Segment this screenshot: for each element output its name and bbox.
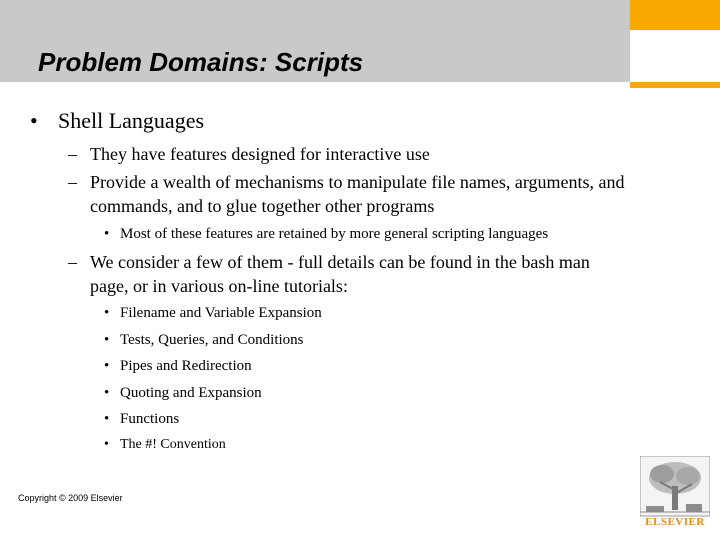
copyright-notice: Copyright © 2009 Elsevier xyxy=(18,493,123,503)
bullet-marker: • xyxy=(104,305,110,321)
slide-title: Problem Domains: Scripts xyxy=(38,47,364,77)
dash-marker: – xyxy=(68,252,77,272)
bullet-marker: • xyxy=(104,385,110,401)
bullet-marker: • xyxy=(104,437,109,452)
bullet-retained-features: Most of these features are retained by more general scripting languages xyxy=(120,226,549,242)
list-item: Quoting and Expansion xyxy=(120,385,262,401)
dash-marker: – xyxy=(68,144,77,164)
bullet-shell-languages: Shell Languages xyxy=(58,108,205,133)
elsevier-wordmark: ELSEVIER xyxy=(645,516,705,528)
list-item: Tests, Queries, and Conditions xyxy=(120,332,304,348)
bullet-mechanisms-line1: Provide a wealth of mechanisms to manipulate file names, arguments, and xyxy=(90,172,625,192)
bullet-consider-few-line1: We consider a few of them - full details can be found in the bash man xyxy=(90,252,590,272)
list-item: Filename and Variable Expansion xyxy=(120,305,322,321)
list-item: Pipes and Redirection xyxy=(120,358,252,374)
bullet-interactive-features: They have features designed for interactive use xyxy=(90,144,430,164)
list-item: Functions xyxy=(120,411,180,427)
bullet-marker: • xyxy=(104,226,110,242)
list-item: The #! Convention xyxy=(120,437,226,452)
bullet-marker: • xyxy=(30,108,38,133)
bullet-marker: • xyxy=(104,411,110,427)
bullet-marker: • xyxy=(104,332,110,348)
dash-marker: – xyxy=(68,172,77,192)
bullet-consider-few-line2: page, or in various on-line tutorials: xyxy=(90,276,348,296)
bullet-marker: • xyxy=(104,358,110,374)
bullet-mechanisms-line2: commands, and to glue together other programs xyxy=(90,196,435,216)
